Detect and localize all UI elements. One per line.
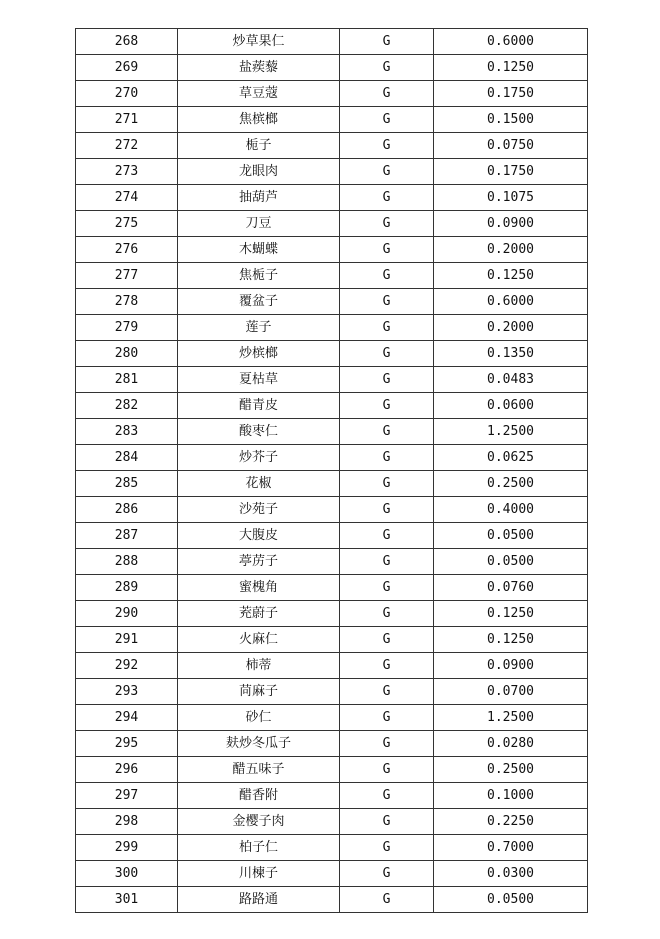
item-name: 苘麻子 [178, 679, 340, 705]
table-row [76, 237, 588, 263]
value-cell: 0.2500 [434, 471, 588, 497]
row-number: 268 [76, 29, 178, 55]
item-name: 火麻仁 [178, 627, 340, 653]
unit-cell: G [340, 445, 434, 471]
item-name: 炒槟榔 [178, 341, 340, 367]
table-row [76, 263, 588, 289]
table-row [76, 471, 588, 497]
unit-cell: G [340, 887, 434, 913]
value-cell: 0.1075 [434, 185, 588, 211]
value-cell: 0.2000 [434, 315, 588, 341]
table-row [76, 367, 588, 393]
table-row [76, 289, 588, 315]
value-cell: 0.2000 [434, 237, 588, 263]
unit-cell: G [340, 549, 434, 575]
table-row [76, 133, 588, 159]
item-name: 酸枣仁 [178, 419, 340, 445]
unit-cell: G [340, 289, 434, 315]
row-number: 275 [76, 211, 178, 237]
item-name: 麸炒冬瓜子 [178, 731, 340, 757]
unit-cell: G [340, 367, 434, 393]
unit-cell: G [340, 757, 434, 783]
item-name: 焦槟榔 [178, 107, 340, 133]
value-cell: 0.1250 [434, 263, 588, 289]
row-number: 276 [76, 237, 178, 263]
item-name: 川楝子 [178, 861, 340, 887]
table-row [76, 861, 588, 887]
unit-cell: G [340, 185, 434, 211]
value-cell: 0.0500 [434, 523, 588, 549]
unit-cell: G [340, 315, 434, 341]
row-number: 300 [76, 861, 178, 887]
table-row [76, 705, 588, 731]
row-number: 290 [76, 601, 178, 627]
table-row [76, 835, 588, 861]
item-name: 木蝴蝶 [178, 237, 340, 263]
table-row [76, 627, 588, 653]
unit-cell: G [340, 81, 434, 107]
value-cell: 0.0600 [434, 393, 588, 419]
row-number: 298 [76, 809, 178, 835]
unit-cell: G [340, 341, 434, 367]
value-cell: 0.4000 [434, 497, 588, 523]
table-row [76, 159, 588, 185]
table-row [76, 653, 588, 679]
unit-cell: G [340, 133, 434, 159]
value-cell: 0.1750 [434, 81, 588, 107]
unit-cell: G [340, 237, 434, 263]
value-cell: 0.1500 [434, 107, 588, 133]
row-number: 293 [76, 679, 178, 705]
unit-cell: G [340, 263, 434, 289]
value-cell: 0.0700 [434, 679, 588, 705]
row-number: 297 [76, 783, 178, 809]
row-number: 280 [76, 341, 178, 367]
table-row [76, 731, 588, 757]
item-name: 覆盆子 [178, 289, 340, 315]
unit-cell: G [340, 601, 434, 627]
table-row [76, 55, 588, 81]
item-name: 路路通 [178, 887, 340, 913]
value-cell: 0.2500 [434, 757, 588, 783]
value-cell: 0.1000 [434, 783, 588, 809]
row-number: 284 [76, 445, 178, 471]
value-cell: 0.1750 [434, 159, 588, 185]
item-name: 夏枯草 [178, 367, 340, 393]
table-row [76, 341, 588, 367]
row-number: 294 [76, 705, 178, 731]
row-number: 288 [76, 549, 178, 575]
item-name: 盐蒺藜 [178, 55, 340, 81]
item-name: 柿蒂 [178, 653, 340, 679]
unit-cell: G [340, 55, 434, 81]
row-number: 271 [76, 107, 178, 133]
row-number: 269 [76, 55, 178, 81]
item-name: 醋五味子 [178, 757, 340, 783]
item-name: 焦栀子 [178, 263, 340, 289]
value-cell: 0.1350 [434, 341, 588, 367]
table-row [76, 393, 588, 419]
unit-cell: G [340, 653, 434, 679]
unit-cell: G [340, 107, 434, 133]
value-cell: 0.7000 [434, 835, 588, 861]
value-cell: 1.2500 [434, 705, 588, 731]
table-row [76, 757, 588, 783]
unit-cell: G [340, 835, 434, 861]
item-name: 葶苈子 [178, 549, 340, 575]
table-row [76, 211, 588, 237]
item-name: 炒草果仁 [178, 29, 340, 55]
unit-cell: G [340, 471, 434, 497]
value-cell: 0.6000 [434, 289, 588, 315]
item-name: 大腹皮 [178, 523, 340, 549]
value-cell: 0.1250 [434, 627, 588, 653]
unit-cell: G [340, 783, 434, 809]
value-cell: 0.1250 [434, 55, 588, 81]
row-number: 272 [76, 133, 178, 159]
unit-cell: G [340, 627, 434, 653]
item-name: 砂仁 [178, 705, 340, 731]
row-number: 279 [76, 315, 178, 341]
item-name: 柏子仁 [178, 835, 340, 861]
unit-cell: G [340, 211, 434, 237]
row-number: 289 [76, 575, 178, 601]
table-row [76, 887, 588, 913]
table-row [76, 315, 588, 341]
table-row [76, 419, 588, 445]
unit-cell: G [340, 523, 434, 549]
value-cell: 0.0500 [434, 549, 588, 575]
row-number: 281 [76, 367, 178, 393]
table-row [76, 809, 588, 835]
row-number: 285 [76, 471, 178, 497]
row-number: 273 [76, 159, 178, 185]
item-name: 莲子 [178, 315, 340, 341]
value-cell: 0.0500 [434, 887, 588, 913]
table-row [76, 445, 588, 471]
row-number: 274 [76, 185, 178, 211]
value-cell: 0.1250 [434, 601, 588, 627]
item-name: 醋香附 [178, 783, 340, 809]
table-row [76, 81, 588, 107]
value-cell: 0.0280 [434, 731, 588, 757]
value-cell: 0.0625 [434, 445, 588, 471]
unit-cell: G [340, 393, 434, 419]
row-number: 292 [76, 653, 178, 679]
item-name: 抽葫芦 [178, 185, 340, 211]
table-row [76, 549, 588, 575]
value-cell: 0.0750 [434, 133, 588, 159]
table-row [76, 29, 588, 55]
unit-cell: G [340, 419, 434, 445]
table-row [76, 523, 588, 549]
item-name: 刀豆 [178, 211, 340, 237]
item-name: 栀子 [178, 133, 340, 159]
table-row [76, 185, 588, 211]
table-row [76, 679, 588, 705]
unit-cell: G [340, 705, 434, 731]
table-body [76, 29, 588, 913]
item-name: 花椒 [178, 471, 340, 497]
unit-cell: G [340, 809, 434, 835]
item-name: 龙眼肉 [178, 159, 340, 185]
value-cell: 0.0300 [434, 861, 588, 887]
value-cell: 0.2250 [434, 809, 588, 835]
item-name: 金樱子肉 [178, 809, 340, 835]
table-row [76, 107, 588, 133]
item-name: 沙苑子 [178, 497, 340, 523]
row-number: 270 [76, 81, 178, 107]
price-table [75, 28, 588, 913]
row-number: 283 [76, 419, 178, 445]
row-number: 299 [76, 835, 178, 861]
value-cell: 0.0760 [434, 575, 588, 601]
item-name: 草豆蔻 [178, 81, 340, 107]
row-number: 277 [76, 263, 178, 289]
item-name: 茺蔚子 [178, 601, 340, 627]
item-name: 炒芥子 [178, 445, 340, 471]
table-row [76, 575, 588, 601]
row-number: 286 [76, 497, 178, 523]
unit-cell: G [340, 679, 434, 705]
value-cell: 0.0900 [434, 653, 588, 679]
item-name: 醋青皮 [178, 393, 340, 419]
unit-cell: G [340, 731, 434, 757]
table-row [76, 601, 588, 627]
unit-cell: G [340, 497, 434, 523]
row-number: 296 [76, 757, 178, 783]
unit-cell: G [340, 861, 434, 887]
value-cell: 1.2500 [434, 419, 588, 445]
value-cell: 0.0483 [434, 367, 588, 393]
row-number: 291 [76, 627, 178, 653]
row-number: 278 [76, 289, 178, 315]
table-row [76, 783, 588, 809]
row-number: 282 [76, 393, 178, 419]
unit-cell: G [340, 575, 434, 601]
item-name: 蜜槐角 [178, 575, 340, 601]
unit-cell: G [340, 159, 434, 185]
row-number: 287 [76, 523, 178, 549]
unit-cell: G [340, 29, 434, 55]
table-row [76, 497, 588, 523]
value-cell: 0.0900 [434, 211, 588, 237]
row-number: 301 [76, 887, 178, 913]
row-number: 295 [76, 731, 178, 757]
value-cell: 0.6000 [434, 29, 588, 55]
